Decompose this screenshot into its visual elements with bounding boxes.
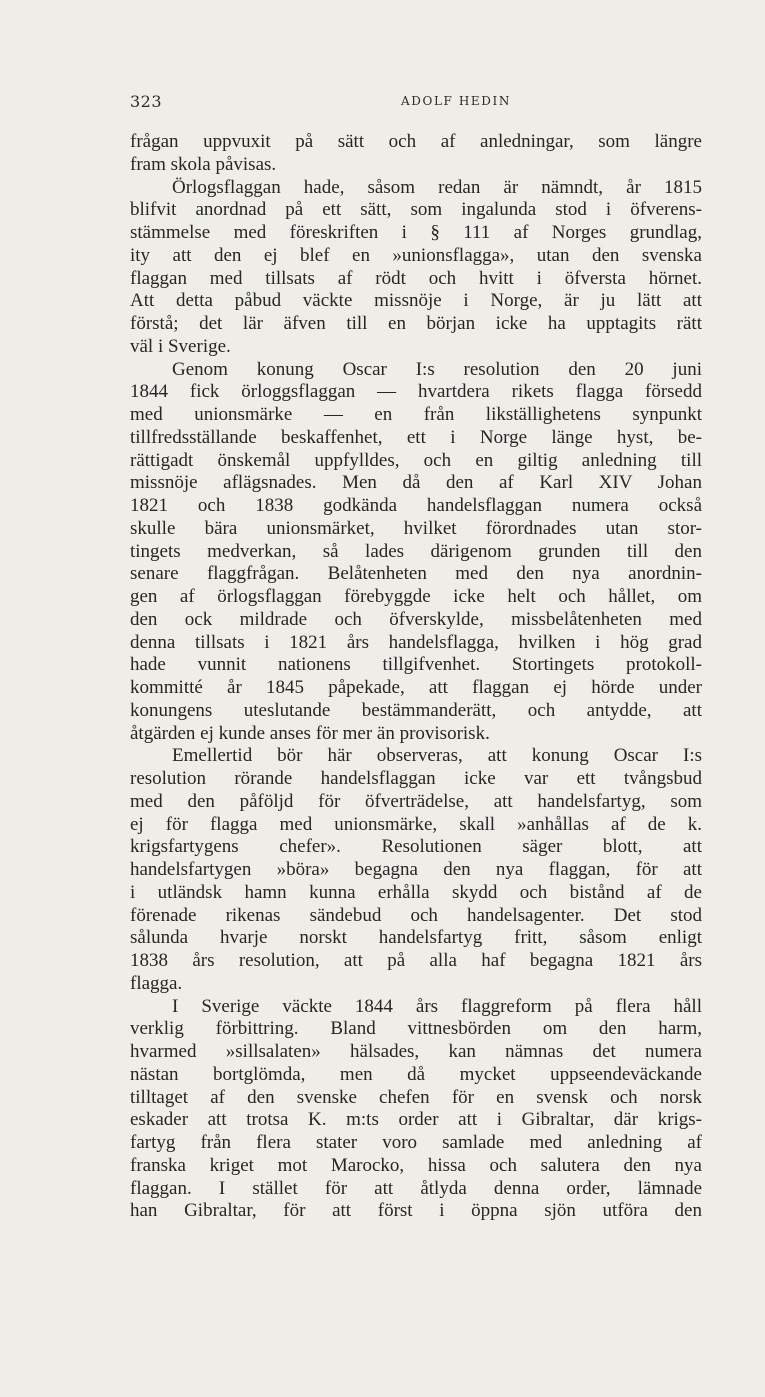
page-number: 323 <box>130 92 163 111</box>
text-line: denna tillsats i 1821 års handelsflagga, hvilken i hög grad <box>130 631 702 653</box>
text-line: Emellertid bör här observeras, att konung Oscar I:s <box>172 745 702 767</box>
text-line: senare flaggfrågan. Belåtenheten med den nya anordnin- <box>130 563 702 585</box>
body-text <box>130 131 702 1223</box>
text-line: sålunda hvarje norskt handelsfartyg fritt, såsom enligt <box>130 927 702 949</box>
text-line: flaggan med tillsats af rödt och hvitt i öfversta hörnet. <box>130 267 702 289</box>
text-line: fram skola påvisas. <box>130 153 277 175</box>
text-line: 1838 års resolution, att på alla haf begagna 1821 års <box>130 950 702 971</box>
text-line: Örlogsflaggan hade, såsom redan är nämndt, år 1815 <box>172 176 702 198</box>
text-line: handelsfartygen »böra» begagna den nya flaggan, för att <box>130 859 702 880</box>
text-line: hvarmed »sillsalaten» hälsades, kan nämnas det numera <box>130 1041 702 1062</box>
text-line: åtgärden ej kunde anses för mer än provisorisk. <box>130 722 490 744</box>
text-line: franska kriget mot Marocko, hissa och salutera den nya <box>130 1154 702 1176</box>
text-line: förstå; det lär äfven till en början icke ha upptagits rätt <box>130 313 702 334</box>
text-line: Att detta påbud väckte missnöje i Norge, är ju lätt att <box>130 290 702 312</box>
text-line: flagga. <box>130 972 183 994</box>
text-line: skulle bära unionsmärket, hvilket förordnades utan stor- <box>130 517 702 539</box>
text-line: nästan bortglömda, men då mycket uppseendeväckande <box>130 1063 702 1085</box>
text-line: krigsfartygens chefer». Resolutionen säger blott, att <box>130 836 702 858</box>
text-line: fartyg från flera stater voro samlade med anledning af <box>130 1132 702 1153</box>
text-line: i utländsk hamn kunna erhålla skydd och bistånd af de <box>130 881 702 903</box>
text-line: I Sverige väckte 1844 års flaggreform på flera håll <box>172 995 702 1017</box>
text-line: frågan uppvuxit på sätt och af anledningar, som längre <box>130 131 702 152</box>
text-line: blifvit anordnad på ett sätt, som ingalunda stod i öfverens- <box>130 199 702 221</box>
text-line: den ock mildrade och öfverskylde, missbelåtenheten med <box>130 608 702 630</box>
text-line: 1821 och 1838 godkända handelsflaggan numera också <box>130 495 702 516</box>
text-line: han Gibraltar, för att först i öppna sjön utföra den <box>130 1200 702 1222</box>
text-line: tingets medverkan, så lades därigenom grunden till den <box>130 540 702 562</box>
text-line: kommitté år 1845 påpekade, att flaggan ej hörde under <box>130 677 702 698</box>
text-line: eskader att trotsa K. m:ts order att i Gibraltar, där krigs- <box>130 1109 702 1131</box>
text-line: gen af örlogsflaggan förebyggde icke helt och hållet, om <box>130 586 702 607</box>
running-head <box>130 92 702 116</box>
text-line: stämmelse med föreskriften i § 111 af Norges grundlag, <box>130 222 702 243</box>
text-line: ej för flagga med unionsmärke, skall »anhållas af de k. <box>130 813 702 835</box>
text-line: verklig förbittring. Bland vittnesbörden om den harm, <box>130 1018 702 1040</box>
text-line: resolution rörande handelsflaggan icke var ett tvångsbud <box>130 768 702 789</box>
text-line: missnöje aflägsnades. Men då den af Karl XIV Johan <box>130 472 702 494</box>
text-line: ity att den ej blef en »unionsflagga», utan den svenska <box>130 244 702 266</box>
text-line: 1844 fick örloggsflaggan — hvartdera rikets flagga försedd <box>130 381 702 403</box>
running-title: ADOLF HEDIN <box>401 94 511 108</box>
text-line: tilltaget af den svenske chefen för en svensk och norsk <box>130 1086 702 1108</box>
text-line: tillfredsställande beskaffenhet, ett i Norge länge hyst, be- <box>130 426 702 448</box>
text-line: rättigadt önskemål uppfylldes, och en giltig anledning till <box>130 449 702 471</box>
text-line: flaggan. I stället för att åtlyda denna order, lämnade <box>130 1177 702 1199</box>
text-line: förenade rikenas sändebud och handelsagenter. Det stod <box>130 904 702 926</box>
text-line: med unionsmärke — en från likställighetens synpunkt <box>130 404 702 425</box>
text-line: konungens uteslutande bestämmanderätt, och antydde, att <box>130 699 702 721</box>
text-line: hade vunnit nationens tillgifvenhet. Stortingets protokoll- <box>130 654 702 676</box>
text-line: väl i Sverige. <box>130 335 231 357</box>
text-line: med den påföljd för öfverträdelse, att handelsfartyg, som <box>130 790 702 812</box>
text-line: Genom konung Oscar I:s resolution den 20 juni <box>172 358 702 380</box>
